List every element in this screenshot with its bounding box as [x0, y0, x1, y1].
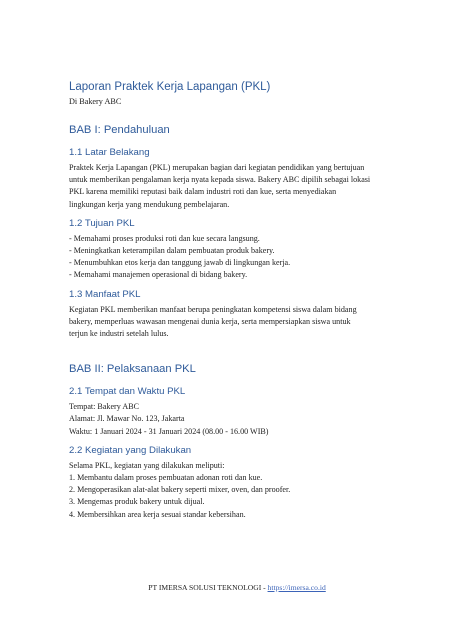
list-intro: Selama PKL, kegiatan yang dilakukan meliputi:	[69, 460, 225, 470]
document-content	[69, 80, 419, 521]
document-title: Laporan Praktek Kerja Lapangan (PKL)	[69, 81, 271, 93]
document-subtitle: Di Bakery ABC	[69, 97, 122, 106]
footer-link[interactable]: https://imersa.co.id	[267, 583, 326, 592]
list-item: 3. Mengemas produk bakery untuk dijual.	[69, 497, 205, 507]
paragraph-line: PKL karena memiliki reputasi baik dalam industri roti dan kue, serta menyediakan	[69, 187, 337, 197]
section-1-1-heading: 1.1 Latar Belakang	[69, 147, 150, 158]
list-item: - Memahami manajemen operasional di bidang bakery.	[69, 270, 248, 280]
chapter-2-heading: BAB II: Pelaksanaan PKL	[69, 363, 196, 376]
section-1-2-list	[69, 233, 419, 282]
chapter-1	[69, 123, 419, 340]
footer-company: PT IMERSA SOLUSI TEKNOLOGI -	[148, 583, 268, 592]
chapter-1-heading: BAB I: Pendahuluan	[69, 124, 170, 136]
paragraph-line: untuk memberikan pengalaman kerja nyata kepada siswa. Bakery ABC dipilih sebagai lokasi	[69, 175, 371, 185]
paragraph-line: lingkungan kerja yang mendukung pembelajaran.	[69, 199, 230, 209]
section-2-1-body	[69, 401, 419, 438]
list-item: - Meningkatkan keterampilan dalam pembuatan produk bakery.	[69, 246, 275, 256]
list-item: - Menumbuhkan etos kerja dan tanggung jawab di lingkungan kerja.	[69, 258, 291, 268]
section-1-1-body	[69, 162, 419, 211]
section-1-2-heading: 1.2 Tujuan PKL	[69, 217, 135, 229]
section-1-3-body	[69, 304, 419, 341]
section-2-2-list	[69, 460, 419, 521]
list-item: 2. Mengoperasikan alat-alat bakery seperti mixer, oven, dan proofer.	[69, 485, 291, 495]
paragraph-line: bakery, memperluas wawasan mengenai dunia kerja, serta mempersiapkan siswa untuk	[69, 316, 351, 326]
paragraph-line: Kegiatan PKL memberikan manfaat berupa peningkatan kompetensi siswa dalam bidang	[69, 304, 357, 314]
paragraph-line: terjun ke industri setelah lulus.	[69, 329, 169, 339]
list-item: 1. Membantu dalam proses pembuatan adonan roti dan kue.	[69, 473, 263, 483]
detail-line: Waktu: 1 Januari 2024 - 31 Januari 2024 (08.00 - 16.00 WIB)	[69, 426, 269, 436]
detail-line: Tempat: Bakery ABC	[69, 402, 140, 412]
list-item: 4. Membersihkan area kerja sesuai standar kebersihan.	[69, 509, 246, 519]
section-1-3-heading: 1.3 Manfaat PKL	[69, 288, 141, 300]
chapter-2	[69, 362, 419, 521]
paragraph-line: Praktek Kerja Lapangan (PKL) merupakan bagian dari kegiatan pendidikan yang bertujuan	[69, 163, 365, 172]
page-footer	[0, 583, 474, 593]
detail-line: Alamat: Jl. Mawar No. 123, Jakarta	[69, 414, 185, 424]
section-2-2-heading: 2.2 Kegiatan yang Dilakukan	[69, 444, 192, 456]
section-2-1-heading: 2.1 Tempat dan Waktu PKL	[69, 386, 186, 398]
list-item: - Memahami proses produksi roti dan kue secara langsung.	[69, 233, 260, 243]
